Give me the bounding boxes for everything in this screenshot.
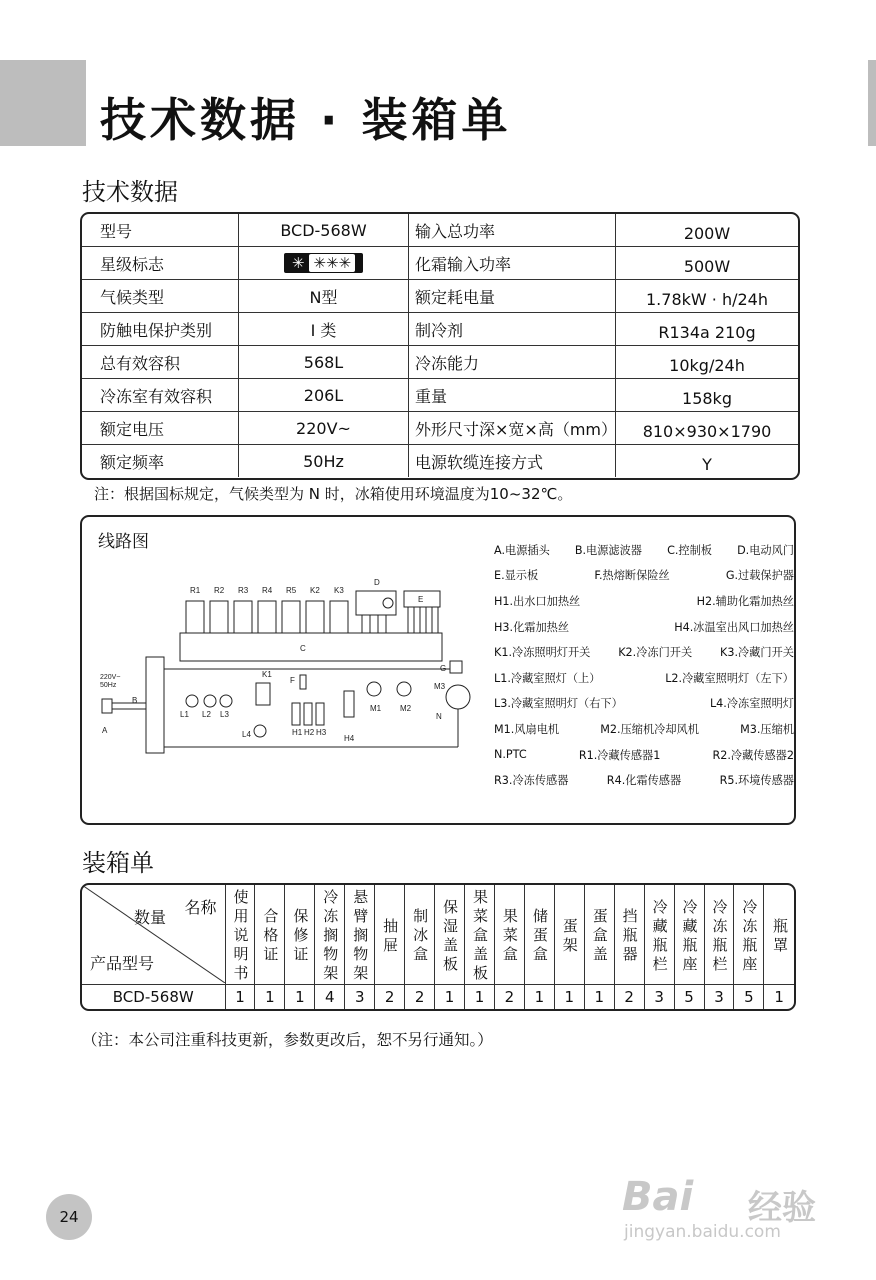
spec-key: 制冷剂 — [409, 313, 616, 345]
legend-item: R5.环境传感器 — [719, 774, 794, 788]
packing-item-header: 冷冻瓶栏 — [704, 885, 734, 985]
packing-item-header: 冷藏瓶栏 — [644, 885, 674, 985]
header-model: 产品型号 — [90, 954, 155, 973]
label-d: D — [374, 578, 380, 587]
packing-item-header: 冷冻搁物架 — [315, 885, 345, 985]
legend-row — [494, 665, 794, 691]
spec-section-title: 技术数据 — [82, 178, 178, 206]
spec-table — [80, 212, 800, 480]
packing-item-header: 蛋架 — [554, 885, 584, 985]
packing-item-qty: 2 — [614, 985, 644, 1010]
packing-item-qty: 1 — [524, 985, 554, 1010]
legend-item: H4.冰温室出风口加热丝 — [674, 620, 794, 634]
label-b: B — [132, 696, 138, 705]
packing-item-qty: 1 — [285, 985, 315, 1010]
legend-item: A.电源插头 — [494, 543, 550, 557]
label-h1: H1 — [292, 728, 303, 737]
label-e: E — [418, 595, 424, 604]
packing-item-header: 抽屉 — [375, 885, 405, 985]
packing-item-qty: 1 — [584, 985, 614, 1010]
header-name: 名称 — [184, 898, 217, 917]
label-f: F — [290, 676, 295, 685]
watermark — [618, 1150, 838, 1250]
packing-item-header: 储蛋盒 — [524, 885, 554, 985]
legend-item: L3.冷藏室照明灯（右下） — [494, 697, 623, 711]
legend-item: L4.冷冻室照明灯 — [709, 697, 794, 711]
spec-key: 输入总功率 — [409, 214, 616, 246]
packing-table — [80, 883, 796, 1011]
legend-item: C.控制板 — [667, 543, 712, 557]
page-title: 技术数据 · 装箱单 — [100, 93, 512, 147]
legend-item: L1.冷藏室照灯（上） — [494, 671, 601, 685]
legend-row — [494, 691, 794, 717]
spec-key: 额定频率 — [82, 445, 239, 477]
legend-row — [494, 563, 794, 589]
wiring-title: 线路图 — [98, 532, 149, 552]
legend-row — [494, 639, 794, 665]
label-g: G — [440, 664, 447, 673]
spec-value: R134a 210g — [658, 322, 756, 342]
legend-item: K1.冷冻照明灯开关 — [494, 646, 591, 660]
packing-item-header: 果菜盒 — [494, 885, 524, 985]
packing-item-header: 冷藏瓶座 — [674, 885, 704, 985]
packing-item-header: 制冰盒 — [405, 885, 435, 985]
spec-row — [82, 445, 798, 477]
legend-item: D.电动风门 — [737, 543, 794, 557]
legend-item: H3.化霜加热丝 — [494, 620, 570, 634]
packing-item-header: 悬臂搁物架 — [345, 885, 375, 985]
page-tab — [0, 60, 86, 146]
packing-item-qty: 1 — [554, 985, 584, 1010]
packing-item-header: 蛋盒盖 — [584, 885, 614, 985]
spec-row — [82, 280, 798, 313]
label-l1: L1 — [180, 710, 189, 719]
legend-row — [494, 767, 794, 793]
spec-row — [82, 346, 798, 379]
legend-item: R2.冷藏传感器2 — [712, 748, 794, 762]
legend-row — [494, 588, 794, 614]
spec-value: Y — [702, 454, 712, 474]
label-c: C — [300, 644, 306, 653]
watermark-brand-jingyan: 经验 — [748, 1188, 816, 1228]
label-l4: L4 — [242, 730, 251, 739]
sensor-row — [186, 601, 348, 633]
legend-item: H1.出水口加热丝 — [494, 594, 581, 608]
legend-item: G.过载保护器 — [725, 569, 794, 583]
spec-key: 化霜输入功率 — [409, 247, 616, 279]
label-r1: R1 — [190, 586, 201, 595]
label-r3: R3 — [238, 586, 249, 595]
legend-item: K3.冷藏门开关 — [720, 646, 794, 660]
label-a: A — [102, 726, 108, 735]
spec-value: Ⅰ 类 — [239, 313, 409, 345]
legend-item: R1.冷藏传感器1 — [578, 748, 661, 762]
packing-item-qty: 2 — [494, 985, 524, 1010]
packing-item-qty: 1 — [435, 985, 465, 1010]
packing-item-header: 果菜盒盖板 — [465, 885, 495, 985]
packing-item-header: 使用说明书 — [225, 885, 255, 985]
spec-key: 总有效容积 — [82, 346, 239, 378]
label-l3: L3 — [220, 710, 229, 719]
packing-item-qty: 3 — [644, 985, 674, 1010]
spec-row — [82, 247, 798, 280]
spec-value: 1.78kW · h/24h — [646, 289, 768, 309]
page-tab-right — [868, 60, 876, 146]
power-plug — [102, 699, 112, 713]
label-n: N — [436, 712, 442, 721]
packing-item-qty: 3 — [704, 985, 734, 1010]
spec-key: 冷冻室有效容积 — [82, 379, 239, 411]
packing-item-qty: 5 — [674, 985, 704, 1010]
spec-key: 冷冻能力 — [409, 346, 616, 378]
spec-value: 158kg — [682, 388, 732, 408]
spec-value: 568L — [239, 346, 409, 378]
legend-item: M2.压缩机冷却风机 — [600, 722, 699, 736]
spec-value: 810×930×1790 — [642, 421, 772, 441]
legend-item: M3.压缩机 — [740, 722, 794, 736]
spec-key: 额定电压 — [82, 412, 239, 444]
label-l2: L2 — [202, 710, 211, 719]
legend-item: M1.风扇电机 — [494, 722, 560, 736]
packing-item-qty: 2 — [375, 985, 405, 1010]
spec-value: 50Hz — [239, 445, 409, 477]
watermark-brand: Bai — [622, 1174, 694, 1220]
spec-value: BCD-568W — [239, 214, 409, 246]
spec-key: 气候类型 — [82, 280, 239, 312]
spec-key: 重量 — [409, 379, 616, 411]
packing-item-qty: 4 — [315, 985, 345, 1010]
legend-item: N.PTC — [494, 748, 527, 762]
spec-value — [239, 247, 409, 279]
spec-value: 500W — [683, 256, 731, 276]
spec-key: 电源软缆连接方式 — [409, 445, 616, 477]
packing-section-title: 装箱单 — [82, 849, 154, 877]
label-r4: R4 — [262, 586, 273, 595]
spec-row — [82, 412, 798, 445]
packing-item-header: 瓶罩 — [764, 885, 794, 985]
legend-item: B.电源滤波器 — [574, 543, 642, 557]
legend-item: K2.冷冻门开关 — [618, 646, 693, 660]
packing-item-header: 冷冻瓶座 — [734, 885, 764, 985]
spec-value: 220V~ — [239, 412, 409, 444]
damper — [356, 591, 396, 615]
spec-row — [82, 214, 798, 247]
spec-value: 200W — [683, 223, 731, 243]
label-k1: K1 — [262, 670, 272, 679]
star-mark-b: ✳✳✳ — [309, 254, 355, 272]
label-k2: K2 — [310, 586, 320, 595]
legend-item: R3.冷冻传感器 — [494, 774, 569, 788]
watermark-url: jingyan.baidu.com — [624, 1222, 781, 1242]
star-rating-badge — [284, 253, 363, 273]
packing-note: （注：本公司注重科技更新，参数更改后，恕不另行通知。） — [82, 1031, 493, 1049]
packing-item-qty: 2 — [405, 985, 435, 1010]
spec-value: 206L — [239, 379, 409, 411]
spec-key: 外形尺寸深×宽×高（mm） — [409, 412, 616, 444]
spec-key: 星级标志 — [82, 247, 239, 279]
packing-item-header: 合格证 — [255, 885, 285, 985]
label-hz: 50Hz — [100, 682, 117, 689]
legend-item: H2.辅助化霜加热丝 — [696, 594, 794, 608]
label-r5: R5 — [286, 586, 297, 595]
packing-item-qty: 1 — [255, 985, 285, 1010]
label-m2: M2 — [400, 704, 412, 713]
legend-row — [494, 537, 794, 563]
spec-key: 防触电保护类别 — [82, 313, 239, 345]
label-h2: H2 — [304, 728, 315, 737]
wiring-legend — [494, 537, 794, 793]
spec-note: 注：根据国标规定，气候类型为 N 时，冰箱使用环境温度为10~32℃。 — [94, 485, 573, 503]
label-h3: H3 — [316, 728, 327, 737]
legend-item: E.显示板 — [494, 569, 539, 583]
legend-item: F.热熔断保险丝 — [594, 569, 670, 583]
legend-row — [494, 716, 794, 742]
legend-item: L2.冷藏室照明灯（左下） — [665, 671, 794, 685]
wiring-panel — [80, 515, 796, 825]
packing-item-qty: 1 — [465, 985, 495, 1010]
star-mark-a: ✳ — [291, 254, 305, 272]
legend-item: R4.化霜传感器 — [606, 774, 682, 788]
packing-item-header: 保修证 — [285, 885, 315, 985]
packing-item-header: 挡瓶器 — [614, 885, 644, 985]
spec-key: 型号 — [82, 214, 239, 246]
label-m3: M3 — [434, 682, 446, 691]
power-filter — [146, 657, 164, 753]
page-number: 24 — [46, 1194, 92, 1240]
control-board — [180, 633, 442, 661]
packing-model: BCD-568W — [82, 985, 225, 1010]
label-m1: M1 — [370, 704, 382, 713]
spec-row — [82, 313, 798, 346]
legend-row — [494, 614, 794, 640]
spec-row — [82, 379, 798, 412]
label-h4: H4 — [344, 734, 355, 743]
header-qty: 数量 — [134, 908, 167, 927]
label-r2: R2 — [214, 586, 225, 595]
legend-row — [494, 742, 794, 768]
packing-header-cell — [82, 885, 225, 985]
label-power: 220V~ — [100, 674, 121, 681]
packing-item-qty: 5 — [734, 985, 764, 1010]
packing-item-qty: 1 — [225, 985, 255, 1010]
spec-value: 10kg/24h — [669, 355, 745, 375]
packing-item-qty: 3 — [345, 985, 375, 1010]
spec-value: N型 — [239, 280, 409, 312]
wiring-diagram — [100, 571, 480, 781]
label-k3: K3 — [334, 586, 344, 595]
packing-item-header: 保湿盖板 — [435, 885, 465, 985]
packing-item-qty: 1 — [764, 985, 794, 1010]
spec-key: 额定耗电量 — [409, 280, 616, 312]
